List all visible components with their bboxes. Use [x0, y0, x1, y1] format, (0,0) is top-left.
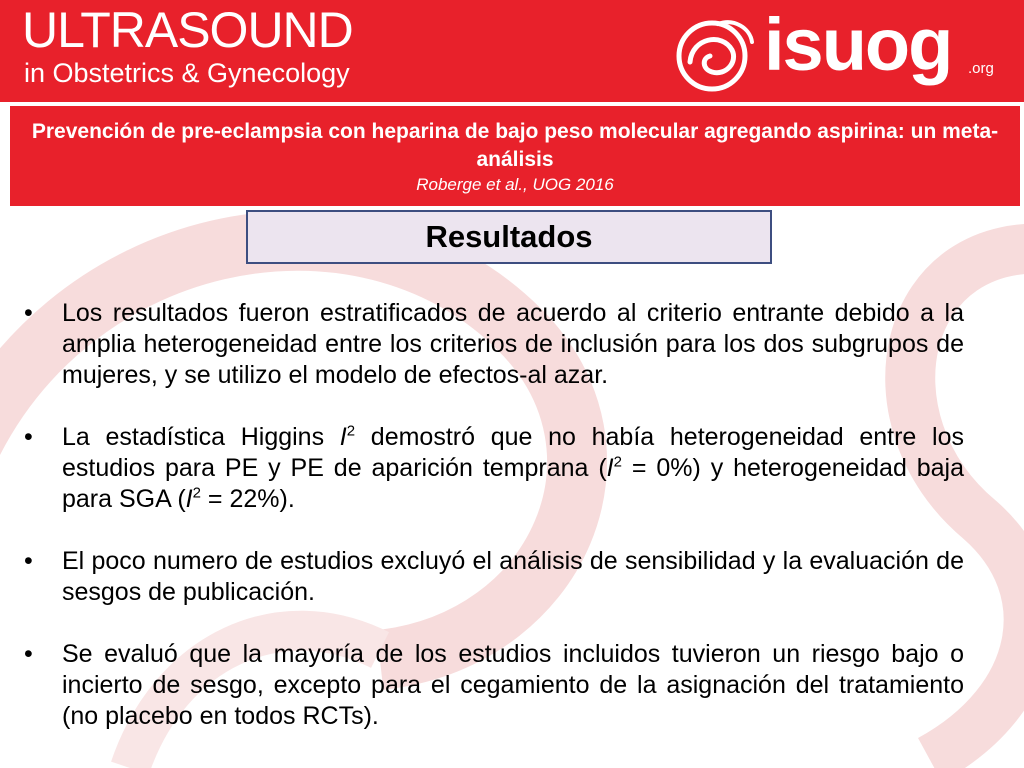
results-bullet-list: [24, 298, 964, 763]
bullet-marker: •: [24, 423, 33, 451]
bullet-text: = 0%) y heterogeneidad baja para SGA (: [62, 454, 964, 513]
superscript-two: 2: [192, 484, 201, 502]
bullet-text: Se evaluó que la mayoría de los estudios incluidos tuvieron un riesgo bajo o incierto de sesgo, excepto para el cegamiento de la asignación del tratamiento (no placebo en todos RCTs).: [62, 640, 964, 730]
bullet-marker: •: [24, 547, 33, 575]
article-title: Prevención de pre-eclampsia con heparina de bajo peso molecular agregando aspirina: un meta-análisis: [31, 120, 999, 171]
bullet-item: [24, 422, 964, 515]
bullet-item: [24, 546, 964, 608]
bullet-text: = 22%).: [200, 485, 295, 513]
bullet-text: El poco numero de estudios excluyó el análisis de sensibilidad y la evaluación de sesgos de publicación.: [62, 547, 964, 606]
higgins-i-symbol: I: [606, 454, 614, 482]
bullet-text: demostró que no había heterogeneidad entre los estudios para PE y PE de aparición temprana (: [62, 423, 964, 482]
superscript-two: 2: [613, 453, 622, 471]
isuog-swirl-icon: [672, 14, 756, 94]
isuog-logo-suffix: .org: [968, 60, 994, 77]
bullet-text: La estadística Higgins: [62, 423, 340, 451]
isuog-logo: [672, 3, 1012, 94]
higgins-i-symbol: I: [339, 423, 347, 451]
bullet-item: [24, 298, 964, 391]
bullet-marker: •: [24, 299, 33, 327]
article-citation: Roberge et al., UOG 2016: [416, 175, 614, 194]
journal-subtitle: in Obstetrics & Gynecology: [24, 58, 350, 88]
bullet-text: Los resultados fueron estratificados de acuerdo al criterio entrante debido a la amplia heterogeneidad entre los criterios de inclusión para los dos subgrupos de mujeres, y se utilizo el modelo de efectos-al azar.: [62, 299, 964, 389]
bullet-marker: •: [24, 640, 33, 668]
bullet-item: [24, 639, 964, 732]
superscript-two: 2: [346, 422, 356, 440]
journal-title: ULTRASOUND: [22, 2, 353, 58]
section-title: Resultados: [425, 219, 593, 254]
isuog-logo-text: isuog: [764, 3, 952, 86]
section-heading-box: [246, 210, 772, 264]
higgins-i-symbol: I: [185, 485, 193, 513]
article-title-banner: [10, 106, 1020, 206]
journal-header: [0, 0, 1024, 102]
